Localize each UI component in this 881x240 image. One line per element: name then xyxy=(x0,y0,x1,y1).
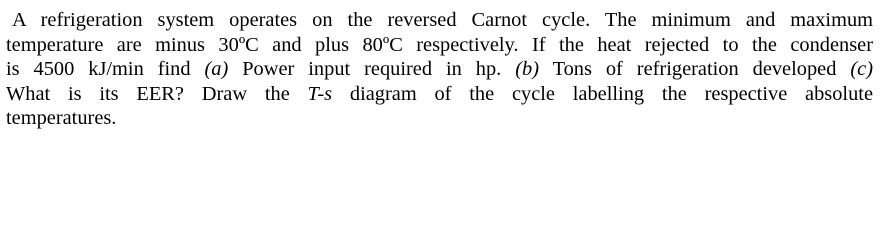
problem-line-3 xyxy=(6,57,873,82)
problem-text-segment: temperature are minus 30ºC and plus 80ºC respectively. If the heat rejected to the condenser xyxy=(6,33,873,56)
problem-statement xyxy=(6,8,873,131)
problem-line-2 xyxy=(6,33,873,58)
part-a-label: (a) xyxy=(204,58,229,81)
problem-text-segment: diagram of the cycle labelling the respective absolute xyxy=(332,82,873,105)
part-b-label: (b) xyxy=(515,58,539,81)
problem-text-segment: temperatures. xyxy=(6,107,117,130)
problem-text-segment: is 4500 kJ/min find xyxy=(6,58,205,81)
problem-text-segment: A refrigeration system operates on the reversed Carnot cycle. The minimum and maximum xyxy=(12,9,873,31)
ts-diagram-label: T-s xyxy=(307,82,333,105)
problem-text-segment: Tons of refrigeration developed xyxy=(539,58,851,81)
problem-text-segment: Power input required in hp. xyxy=(228,58,516,81)
problem-line-4 xyxy=(6,82,873,107)
problem-text-segment: What is its EER? Draw the xyxy=(6,82,308,105)
problem-line-5 xyxy=(6,106,873,131)
part-c-label: (c) xyxy=(850,58,873,81)
problem-line-1 xyxy=(6,8,873,33)
